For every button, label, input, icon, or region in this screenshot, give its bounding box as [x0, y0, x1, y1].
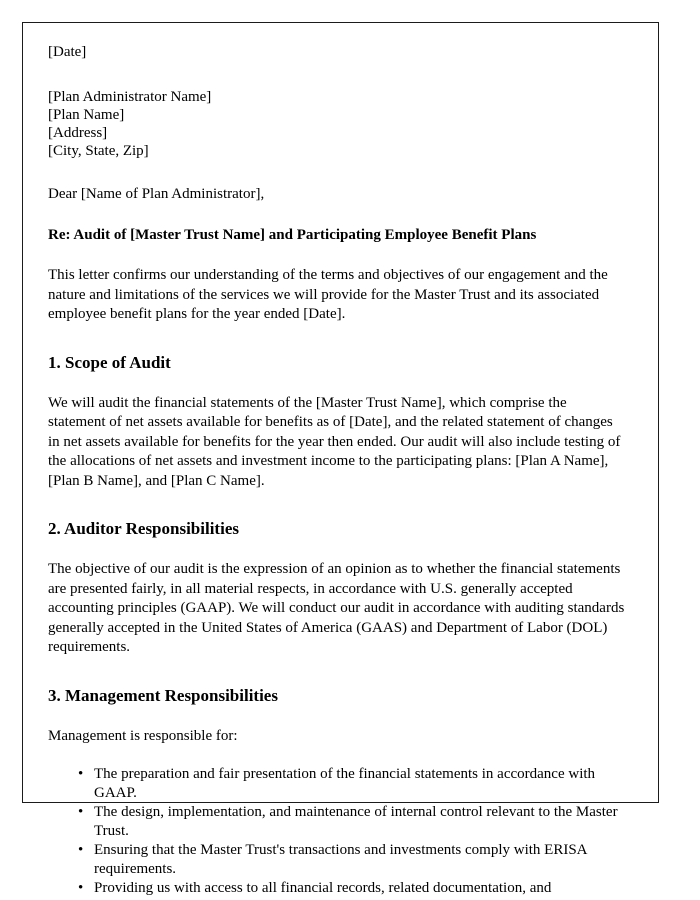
list-item: • The preparation and fair presentation of the financial statements in accordance with GAAP. — [94, 765, 625, 803]
document-body — [48, 43, 625, 898]
list-item: • The design, implementation, and maintenance of internal control relevant to the Master Trust. — [94, 803, 625, 841]
recipient-plan-name: [Plan Name] — [48, 107, 125, 123]
spacer-after-salutation — [48, 203, 625, 226]
document-page — [22, 22, 659, 896]
spacer-after-address — [48, 160, 625, 185]
spacer-before-section-3 — [48, 658, 625, 686]
list-item: • Providing us with access to all financial records, related documentation, and — [94, 879, 625, 898]
spacer-after-section-2-heading — [48, 539, 625, 560]
recipient-administrator-name: [Plan Administrator Name] — [48, 89, 212, 105]
section-heading-auditor-responsibilities: 2. Auditor Responsibilities — [48, 519, 239, 538]
management-responsibilities-list — [48, 765, 625, 898]
list-item: • Ensuring that the Master Trust's transactions and investments comply with ERISA requirements. — [94, 841, 625, 879]
spacer-after-subject — [48, 244, 625, 266]
salutation: Dear [Name of Plan Administrator], — [48, 186, 265, 202]
spacer-before-section-2 — [48, 491, 625, 519]
section-paragraph-scope-of-audit: We will audit the financial statements of the [Master Trust Name], which comprise the statement of net assets available for benefits as of [Date], and the related statement of changes in net assets available for benefits for the year then ended. Our audit will also include testing of the allocations of net assets and investment income to the participating plans: [Plan A Name], [Plan B Name], and [Plan C Name]. — [48, 394, 621, 489]
spacer-after-date — [48, 61, 625, 88]
spacer-before-responsibilities-list — [48, 746, 625, 765]
section-paragraph-management-responsibilities: Management is responsible for: — [48, 727, 238, 744]
section-paragraph-auditor-responsibilities: The objective of our audit is the expression of an opinion as to whether the financial statements are presented fairly, in all material respects, in accordance with U.S. generally accepted accounting principles (GAAP). We will conduct our audit in accordance with auditing standards generally accepted in the United States of America (GAAS) and Department of Labor (DOL) requirements. — [48, 561, 625, 655]
letter-date: [Date] — [48, 44, 87, 60]
spacer-before-section-1 — [48, 325, 625, 353]
recipient-address-block — [48, 88, 625, 160]
recipient-address: [Address] — [48, 125, 108, 141]
spacer-after-section-3-heading — [48, 706, 625, 727]
section-heading-scope-of-audit: 1. Scope of Audit — [48, 352, 171, 372]
intro-paragraph: This letter confirms our understanding of the terms and objectives of our engagement and the nature and limitations of the services we will provide for the Master Trust and its associated employee benefit plans for the year ended [Date]. — [48, 267, 608, 322]
spacer-after-section-1-heading — [48, 373, 625, 394]
subject-line: Re: Audit of [Master Trust Name] and Participating Employee Benefit Plans — [48, 227, 537, 243]
recipient-city-state-zip: [City, State, Zip] — [48, 143, 149, 159]
section-heading-management-responsibilities: 3. Management Responsibilities — [48, 685, 278, 705]
